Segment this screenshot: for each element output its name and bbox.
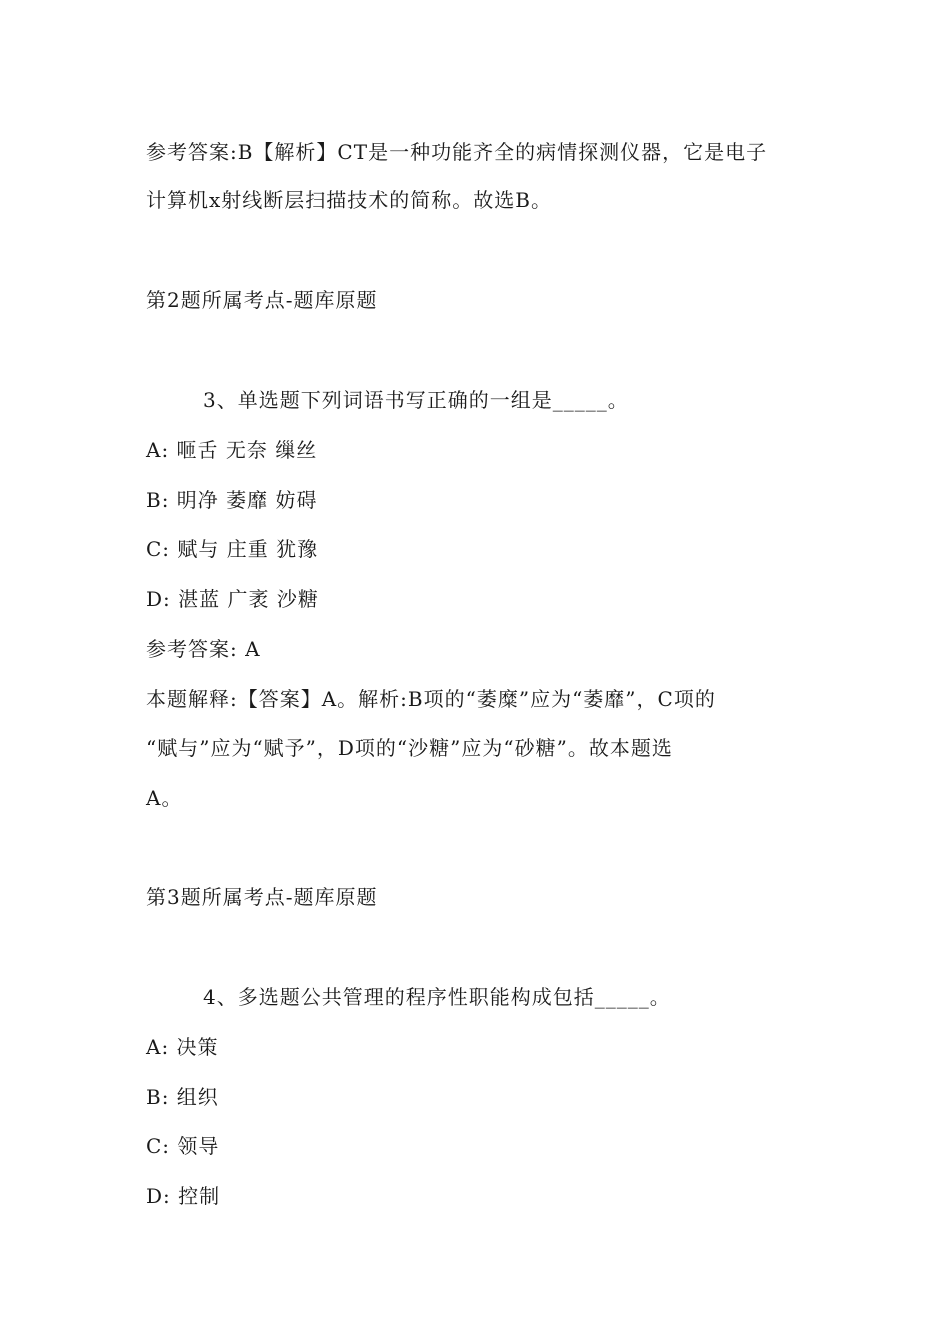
q2-source-heading: 第2题所属考点-题库原题	[146, 288, 378, 312]
q3-option-c: C: 赋与 庄重 犹豫	[146, 537, 319, 561]
q3-answer: 参考答案: A	[146, 637, 261, 661]
q3-stem: 3、单选题下列词语书写正确的一组是_____。	[203, 388, 629, 412]
q3-option-b: B: 明净 萎靡 妨碍	[146, 488, 318, 512]
q4-option-b: B: 组织	[146, 1085, 219, 1109]
q3-option-d: D: 湛蓝 广袤 沙糖	[146, 587, 319, 611]
q3-explanation-line-1: 本题解释:【答案】A。解析:B项的“萎糜”应为“萎靡”，C项的	[146, 687, 716, 711]
prev-answer-line-1: 参考答案:B【解析】CT是一种功能齐全的病情探测仪器，它是电子	[146, 140, 768, 164]
q3-option-a: A: 咂舌 无奈 缫丝	[146, 438, 318, 462]
q4-option-a: A: 决策	[146, 1035, 219, 1059]
q4-option-c: C: 领导	[146, 1134, 220, 1158]
q4-stem: 4、多选题公共管理的程序性职能构成包括_____。	[203, 985, 671, 1009]
q4-option-d: D: 控制	[146, 1184, 221, 1208]
prev-answer-line-2: 计算机x射线断层扫描技术的简称。故选B。	[146, 188, 552, 212]
q3-explanation-line-2: “赋与”应为“赋予”，D项的“沙糖”应为“砂糖”。故本题选	[146, 736, 673, 760]
q3-explanation-line-3: A。	[146, 786, 183, 810]
q3-source-heading: 第3题所属考点-题库原题	[146, 885, 378, 909]
